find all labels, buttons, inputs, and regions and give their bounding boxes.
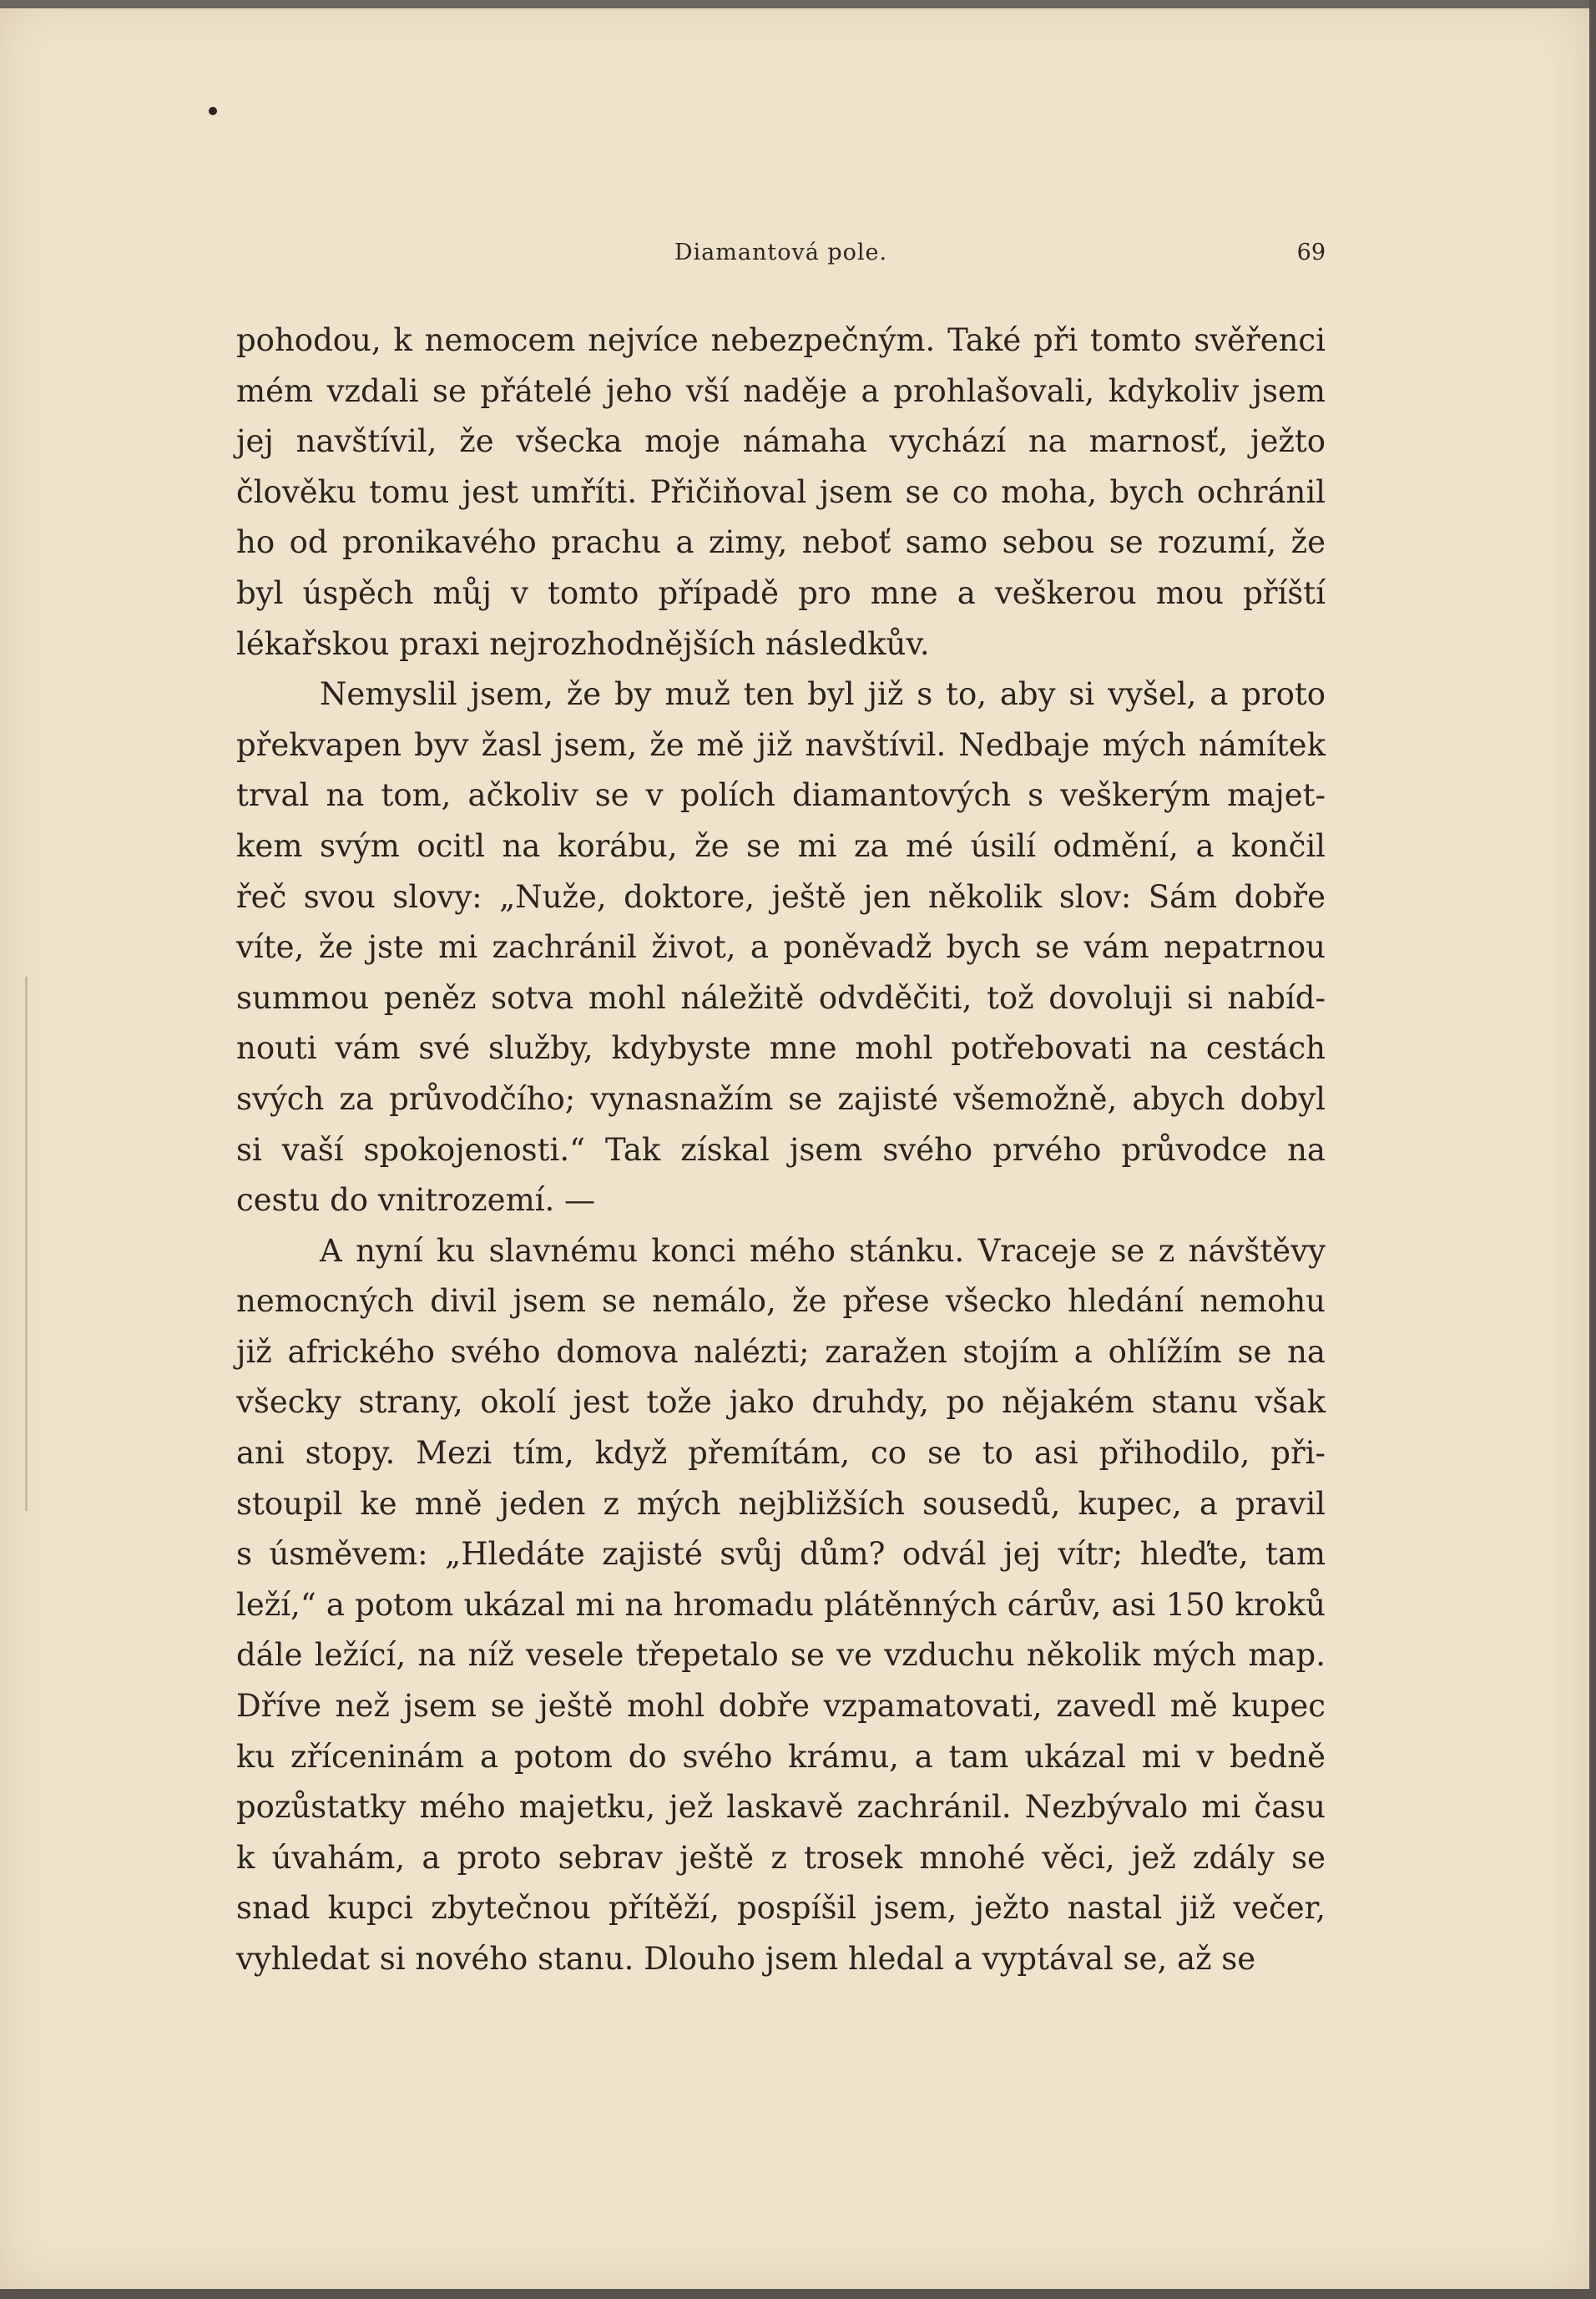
text-line: k úvahám, a proto sebrav ještě z trosek mnohé věci, jež zdály se (236, 1839, 1326, 1876)
paragraph (236, 316, 1326, 669)
text-line: řeč svou slovy: „Nuže, doktore, ještě jen několik slov: Sám dobře (236, 878, 1326, 915)
text-line: byl úspěch můj v tomto případě pro mne a veškerou mou příští (236, 574, 1326, 611)
ink-spot (209, 107, 217, 115)
text-line: ho od pronikavého prachu a zimy, neboť samo sebou se rozumí, že (236, 524, 1326, 561)
text-line: summou peněz sotva mohl náležitě odvděčiti, tož dovoluji si nabíd- (236, 979, 1326, 1016)
text-line: snad kupci zbytečnou přítěží, pospíšil jsem, ježto nastal již večer, (236, 1890, 1326, 1927)
running-header (236, 236, 1326, 270)
scan-bottom-edge (0, 2289, 1596, 2299)
page-number: 69 (1296, 240, 1326, 265)
text-line: nouti vám své služby, kdybyste mne mohl potřebovati na cestách (236, 1030, 1326, 1067)
text-line: trval na tom, ačkoliv se v polích diamantových s veškerým majet- (236, 777, 1326, 814)
text-line: cestu do vnitrozemí. — (236, 1182, 596, 1219)
text-line: ku zříceninám a potom do svého krámu, a tam ukázal mi v bedně (236, 1738, 1326, 1775)
text-line: dále ležící, na níž vesele třepetalo se ve vzduchu několik mých map. (236, 1637, 1326, 1674)
text-line: stoupil ke mně jeden z mých nejbližších sousedů, kupec, a pravil (236, 1485, 1326, 1522)
body-text (236, 316, 1326, 1985)
scan-right-edge (1589, 0, 1596, 2299)
text-line: lékařskou praxi nejrozhodnějších následkův. (236, 625, 930, 662)
text-line: nemocných divil jsem se nemálo, že přese všecko hledání nemohu (236, 1283, 1326, 1320)
text-line: Dříve než jsem se ještě mohl dobře vzpamatovati, zavedl mě kupec (236, 1688, 1326, 1725)
text-line: jej navštívil, že všecka moje námaha vychází na marnosť, ježto (236, 423, 1326, 460)
scan-gutter-shadow (25, 977, 28, 1511)
text-line: člověku tomu jest umříti. Přičiňoval jsem se co moha, bych ochránil (236, 473, 1326, 510)
text-line: svých za průvodčího; vynasnažím se zajisté všemožně, abych dobyl (236, 1080, 1326, 1117)
paragraph (236, 1226, 1326, 1985)
scan-top-edge (0, 0, 1589, 8)
text-line: kem svým ocitl na korábu, že se mi za mé úsilí odmění, a končil (236, 827, 1326, 864)
text-line: všecky strany, okolí jest tože jako druhdy, po nějakém stanu však (236, 1384, 1326, 1421)
running-title: Diamantová pole. (674, 240, 888, 265)
text-line: si vaší spokojenosti.“ Tak získal jsem svého prvého průvodce na (236, 1131, 1326, 1168)
text-line: ani stopy. Mezi tím, když přemítám, co se to asi přihodilo, při- (236, 1435, 1326, 1472)
paragraph (236, 669, 1326, 1226)
text-line: leží,“ a potom ukázal mi na hromadu plátěnných cárův, asi 150 kroků (236, 1586, 1326, 1623)
text-line: překvapen byv žasl jsem, že mě již navštívil. Nedbaje mých námítek (236, 726, 1326, 763)
text-line: s úsměvem: „Hledáte zajisté svůj dům? odvál jej vítr; hleďte, tam (236, 1536, 1326, 1573)
text-line: víte, že jste mi zachránil život, a poněvadž bych se vám nepatrnou (236, 929, 1326, 966)
text-line: Nemyslil jsem, že by muž ten byl již s to, aby si vyšel, a proto (320, 676, 1326, 713)
text-line: mém vzdali se přátelé jeho vší naděje a prohlašovali, kdykoliv jsem (236, 372, 1326, 409)
text-line: pozůstatky mého majetku, jež laskavě zachránil. Nezbývalo mi času (236, 1789, 1326, 1826)
text-line: vyhledat si nového stanu. Dlouho jsem hledal a vyptával se, až se (236, 1941, 1256, 1977)
text-line: pohodou, k nemocem nejvíce nebezpečným. Také při tomto svěřenci (236, 322, 1326, 358)
text-line: A nyní ku slavnému konci mého stánku. Vraceje se z návštěvy (320, 1232, 1326, 1269)
text-line: již afrického svého domova nalézti; zaražen stojím a ohlížím se na (236, 1333, 1326, 1370)
